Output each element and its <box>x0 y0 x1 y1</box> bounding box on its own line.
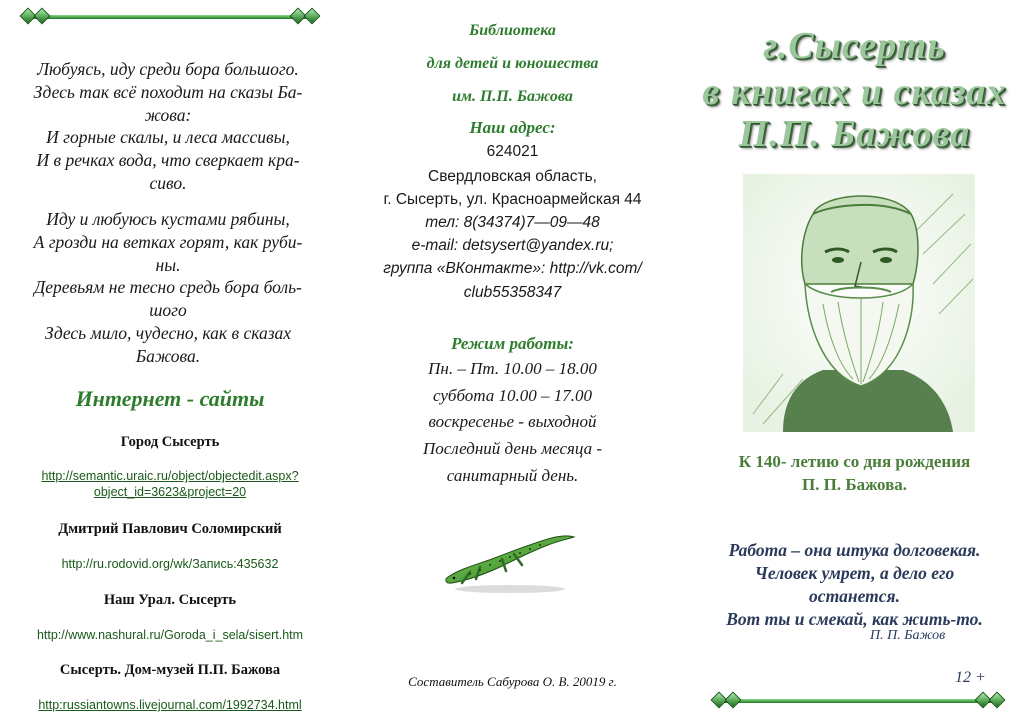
hours-line: воскресенье - выходной <box>428 412 597 431</box>
link-line[interactable]: http://ru.rodovid.org/wk/Запись:435632 <box>61 557 279 571</box>
poem-line: Иду и любуюсь кустами рябины, <box>46 209 290 229</box>
quote-author: П. П. Бажов <box>870 628 946 643</box>
diamond-icon <box>304 8 321 25</box>
diamond-icon <box>989 692 1006 709</box>
phone-line: тел: 8(34374)7—09—48 <box>425 214 600 231</box>
quote-line: останется. <box>809 586 900 606</box>
link-line[interactable]: http://www.nashural.ru/Goroda_i_sela/sisert.htm <box>36 628 304 642</box>
anniversary-line: П. П. Бажова. <box>801 475 908 494</box>
compiler-credit: Составитель Сабурова О. В. 20019 г. <box>408 674 617 689</box>
hours-line: суббота 10.00 – 17.00 <box>432 386 593 405</box>
address-line: г. Сысерть, ул. Красноармейская 44 <box>383 191 642 208</box>
site-title-solomirsky: Дмитрий Павлович Соломирский <box>58 521 282 537</box>
library-line: Библиотека <box>469 22 556 39</box>
left-panel <box>0 0 340 724</box>
poem-line: Бажова. <box>135 345 201 366</box>
poem-stanza-2 <box>8 208 328 368</box>
poem-line: ны. <box>155 254 181 275</box>
site-link-sysert-city[interactable] <box>0 468 340 500</box>
site-title-sysert-city: Город Сысерть <box>120 434 220 450</box>
link-line[interactable]: http:russiantowns.livejournal.com/1992734.html <box>38 698 302 712</box>
bazhov-portrait <box>743 174 975 432</box>
middle-panel <box>345 0 680 724</box>
bottom-right-divider <box>711 694 1005 708</box>
cover-title-line: П.П. Бажова <box>738 113 971 155</box>
vk-group-line[interactable]: club55358347 <box>463 284 562 301</box>
quote-line: Работа – она штука долговекая. <box>728 540 981 560</box>
quote-line: Вот ты и смекай, как жить-то. <box>726 609 983 629</box>
hours-line: Последний день месяца - <box>422 439 603 458</box>
poem-stanza-1 <box>8 58 328 195</box>
site-link-nash-ural[interactable] <box>0 627 340 643</box>
age-rating-badge: 12 + <box>955 669 986 686</box>
diamond-icon <box>34 8 51 25</box>
site-link-bazhov-museum[interactable] <box>0 697 340 713</box>
site-title-bazhov-museum: Сысерть. Дом-музей П.П. Бажова <box>59 662 281 678</box>
hours-line: Пн. – Пт. 10.00 – 18.00 <box>428 359 597 378</box>
address-line: Свердловская область, <box>428 168 597 185</box>
poem-line: сиво. <box>149 172 187 193</box>
poem-line: Деревьям не тесно средь бора боль- <box>34 277 302 298</box>
poem-line: Любуясь, иду среди бора большого. <box>37 59 299 79</box>
site-title-nash-ural: Наш Урал. Сысерть <box>103 592 237 608</box>
link-line[interactable]: object_id=3623&project=20 <box>93 485 247 499</box>
address-heading: Наш адрес: <box>469 118 556 137</box>
poem-line: А грозди на ветках горят, как руби- <box>33 231 303 252</box>
library-line: для детей и юношества <box>426 55 599 72</box>
link-line[interactable]: http://semantic.uraic.ru/object/objectedit.aspx? <box>41 469 299 483</box>
vk-group-line[interactable]: группа «ВКонтакте»: http://vk.com/ <box>383 260 642 277</box>
poem-line: Здесь так всё походит на сказы Ба- <box>33 81 303 102</box>
diamond-icon <box>725 692 742 709</box>
poem-line: И в речках вода, что сверкает кра- <box>36 150 300 171</box>
right-panel <box>685 0 1024 724</box>
top-left-divider <box>20 10 320 24</box>
hours-heading: Режим работы: <box>451 334 574 353</box>
library-line: им. П.П. Бажова <box>452 88 573 105</box>
lizard-illustration <box>440 525 580 595</box>
email-line[interactable]: e-mail: detsysert@yandex.ru; <box>411 237 614 254</box>
quote-line: Человек умрет, а дело его <box>754 563 955 583</box>
poem-line: шого <box>149 300 187 321</box>
internet-sites-heading: Интернет - сайты <box>75 386 265 411</box>
poem-line: Здесь мило, чудесно, как в сказах <box>44 322 292 343</box>
poem-line: жова: <box>144 104 192 125</box>
address-line: 624021 <box>486 143 539 160</box>
cover-title-line: в книгах и сказах <box>702 71 1007 113</box>
anniversary-line: К 140- летию со дня рождения <box>738 452 971 471</box>
cover-title-line: г.Сысерть <box>763 25 946 67</box>
hours-line: санитарный день. <box>446 466 579 485</box>
poem-line: И горные скалы, и леса массивы, <box>46 127 290 148</box>
site-link-solomirsky[interactable] <box>0 556 340 572</box>
